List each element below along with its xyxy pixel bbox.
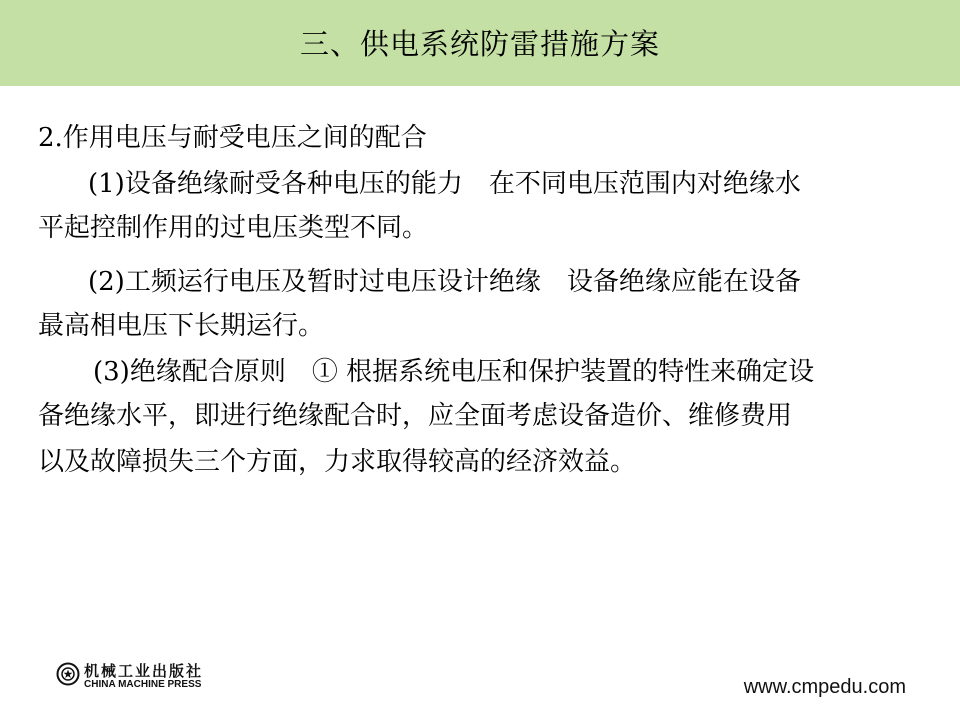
body-line: 2.作用电压与耐受电压之间的配合 — [38, 123, 427, 153]
body-line: 平起控制作用的过电压类型不同。 — [38, 213, 429, 243]
publisher-name-en: CHINA MACHINE PRESS — [84, 679, 202, 690]
body-line: (1)设备绝缘耐受各种电压的能力 在不同电压范围内对绝缘水 — [88, 169, 801, 199]
publisher-logo — [56, 660, 276, 696]
publisher-emblem-icon — [56, 662, 80, 686]
publisher-name-cn: 机械工业出版社 — [84, 662, 204, 680]
website-url: www.cmpedu.com — [743, 676, 906, 698]
body-line: 备绝缘水平，即进行绝缘配合时，应全面考虑设备造价、维修费用 — [38, 401, 793, 431]
body-line: (3)绝缘配合原则 ① 根据系统电压和保护装置的特性来确定设 — [93, 357, 815, 387]
body-line: 最高相电压下长期运行。 — [38, 311, 325, 341]
slide-title: 三、供电系统防雷措施方案 — [299, 27, 660, 61]
body-line: 以及故障损失三个方面，力求取得较高的经济效益。 — [38, 447, 637, 477]
title-bar — [0, 0, 960, 86]
body-line: (2)工频运行电压及暂时过电压设计绝缘 设备绝缘应能在设备 — [88, 267, 801, 297]
